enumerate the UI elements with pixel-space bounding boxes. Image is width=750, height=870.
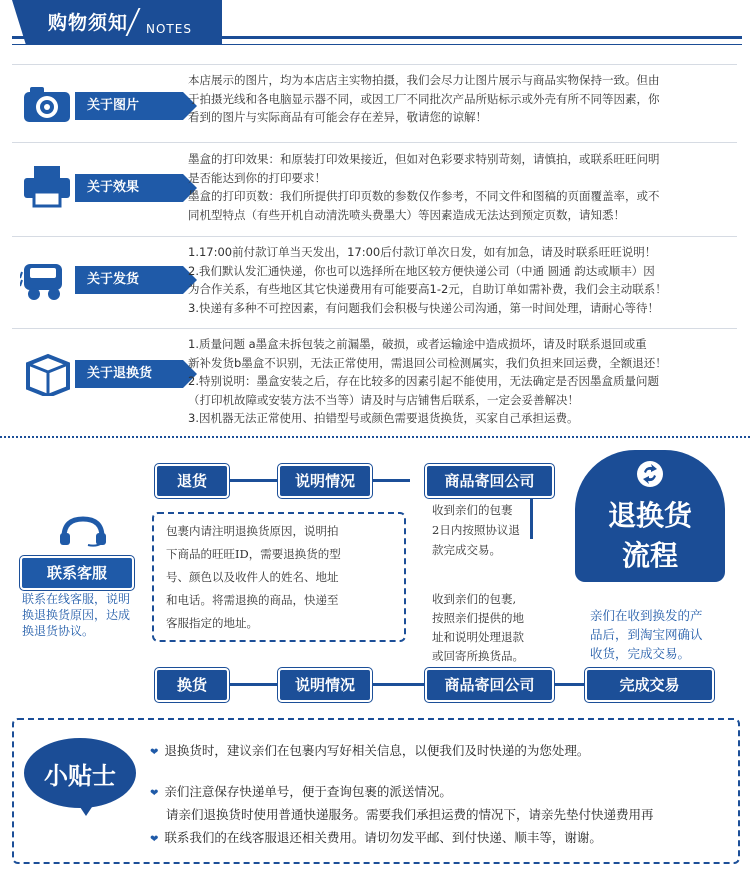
heart-icon: ❤ <box>150 747 159 758</box>
section-label-shipping: 关于发货 <box>75 266 183 294</box>
section-text-shipping: 1.17:00前付款订单当天发出，17:00后付款订单次日发，如有加急，请及时联系旺旺说明！ 2.我们默认发汇通快递，你也可以选择所在地区较方便快递公司（中通 圆通 韵达或顺丰）因 为合作关系，有些地区其它快递费用有可能要高1-2元，自助订单如需补费，我们会主动联系！ 3.快递有多种不可控因素，有问题我们会积极与快递公司沟通，第一时间处理，请耐心等待！ <box>188 245 667 315</box>
headset-icon <box>58 515 108 547</box>
exchange-ship-step: 商品寄回公司 <box>425 668 554 702</box>
refresh-icon <box>636 460 664 488</box>
tip-item: ❤ 联系我们的在线客服退还相关费用。请切勿发平邮、到付快递、顺丰等，谢谢。 <box>150 830 602 845</box>
exchange-note: 收到亲们的包裹, 按照亲们提供的地 址和说明处理退款 或回寄所换货品。 <box>432 592 524 663</box>
header-title: 购物须知 <box>48 12 129 34</box>
box-icon <box>20 352 80 396</box>
process-badge <box>575 450 725 582</box>
tip-item: ❤ 退换货时，建议亲们在包裹内写好相关信息，以便我们及时快递的为您处理。 <box>150 743 590 758</box>
truck-icon <box>20 258 80 302</box>
tip-item-continued: 请亲们退换货时使用普通快递服务。需要我们承担运费的情况下，请亲先垫付快递费用再 <box>166 807 654 822</box>
heart-icon: ❤ <box>150 834 159 845</box>
return-note: 收到亲们的包裹 2日内按照协议退 款完成交易。 <box>432 503 520 557</box>
section-text-photos: 本店展示的图片，均为本店店主实物拍摄，我们会尽力让图片展示与商品实物保持一致。但由 于拍摄光线和各电脑显示器不同，或因工厂不同批次产品所贴标示或外壳有所不同等因素，你 看到的图片与实际商品有可能会存在差异，敬请您的谅解！ <box>188 73 660 125</box>
process-badge-line1: 退换货 <box>607 499 692 532</box>
return-explain-step: 说明情况 <box>278 464 372 498</box>
header-subtitle: NOTES <box>146 22 192 36</box>
return-ship-step: 商品寄回公司 <box>425 464 554 498</box>
section-label-effect: 关于效果 <box>75 174 183 202</box>
camera-icon <box>20 82 80 126</box>
exchange-explain-step: 说明情况 <box>278 668 372 702</box>
tip-item: ❤ 亲们注意保存快递单号，便于查询包裹的派送情况。 <box>150 784 452 799</box>
return-button[interactable]: 退货 <box>155 464 229 498</box>
section-divider <box>0 436 750 438</box>
finish-note: 亲们在收到换发的产 品后，到淘宝网确认 收货，完成交易。 <box>590 608 703 661</box>
section-text-returns: 1.质量问题 a墨盒未拆包装之前漏墨，破损，或者运输途中造成损坏，请及时联系退回或重 新补发货b墨盒不识别，无法正常使用，需退回公司检测属实，我们负担来回运费，全额退还！ 2.特别说明：墨盒安装之后，存在比较多的因素引起不能使用，无法确定是否因墨盒质量问题 （打印机故障或安装方法不当等）请及时与店铺售后联系，一定会妥善解决！ 3.因机器无法正常使用、拍错型号或颜色需要退货换货，买家自己承担运费。 <box>188 337 667 426</box>
exchange-button[interactable]: 换货 <box>155 668 229 702</box>
contact-service-button[interactable]: 联系客服 <box>20 556 134 590</box>
section-label-photos: 关于图片 <box>75 92 183 120</box>
printer-icon <box>20 164 80 208</box>
tips-title: 小贴士 <box>44 762 116 790</box>
section-label-returns: 关于退换货 <box>75 360 183 388</box>
instruction-text: 包裹内请注明退换货原因，说明拍 下商品的旺旺ID，需要退换货的型 号、颜色以及收件人的姓名、地址 和电话。将需退换的商品，快递至 客服指定的地址。 <box>166 524 341 630</box>
tips-badge <box>24 738 136 818</box>
complete-transaction-step: 完成交易 <box>585 668 714 702</box>
process-badge-line2: 流程 <box>621 539 678 572</box>
header-bar <box>0 0 750 58</box>
section-text-effect: 墨盒的打印效果：和原装打印效果接近，但如对色彩要求特别苛刻，请慎拍，或联系旺旺问明 是否能达到你的打印要求！ 墨盒的打印页数：我们所提供打印页数的参数仅作参考，不同文件和图稿的页面覆盖率，或不 同机型特点（有些开机自动清洗喷头费墨大）等因素造成无法达到预定页数，请知悉！ <box>188 152 660 222</box>
heart-icon: ❤ <box>150 788 159 799</box>
contact-service-text: 联系在线客服，说明 换退换货原因，达成 换退货协议。 <box>22 592 131 638</box>
